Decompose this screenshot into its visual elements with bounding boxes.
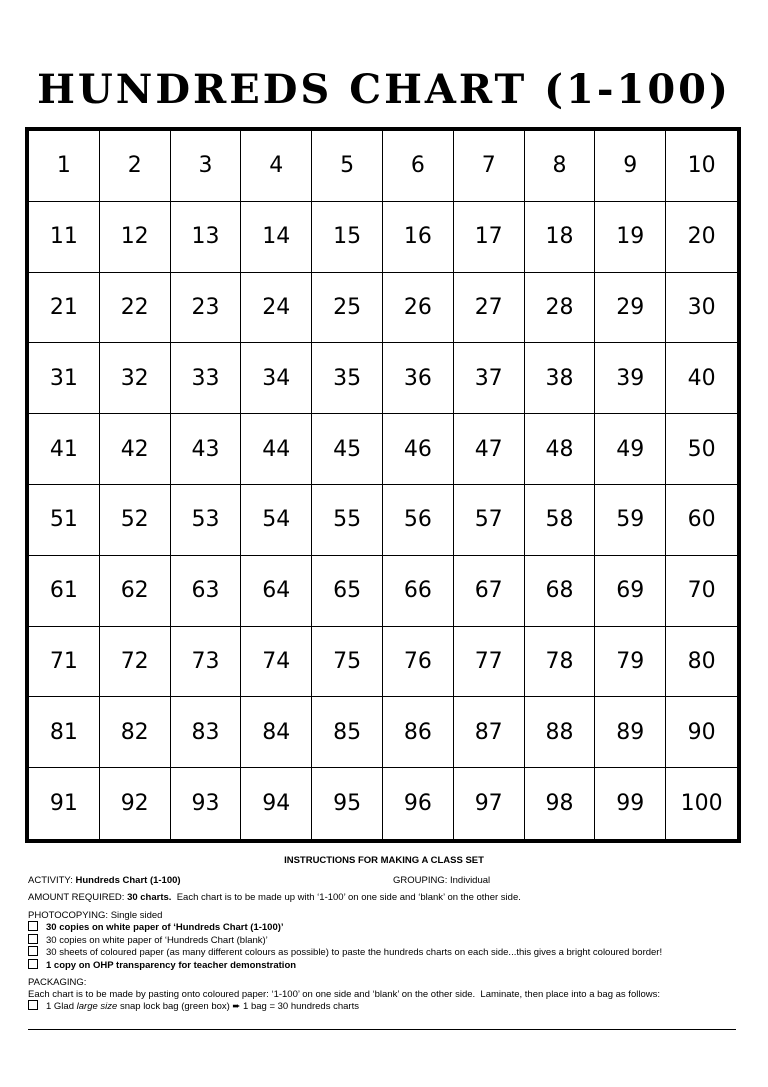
number-cell: 24 [241, 273, 312, 344]
number-cell: 8 [525, 131, 596, 202]
number-cell: 25 [312, 273, 383, 344]
checkbox-icon [28, 946, 38, 956]
number-cell: 83 [171, 697, 242, 768]
hundreds-chart [25, 127, 741, 843]
hundreds-grid [29, 131, 737, 839]
number-cell: 11 [29, 202, 100, 273]
number-cell: 85 [312, 697, 383, 768]
number-cell: 27 [454, 273, 525, 344]
number-cell: 63 [171, 556, 242, 627]
number-cell: 19 [595, 202, 666, 273]
number-cell: 62 [100, 556, 171, 627]
amount-value: 30 charts. [127, 892, 172, 903]
number-cell: 1 [29, 131, 100, 202]
number-cell: 48 [525, 414, 596, 485]
bag-item: 1 Glad large size snap lock bag (green box) ➨ 1 bag = 30 hundreds charts [28, 1000, 740, 1013]
number-cell: 79 [595, 627, 666, 698]
number-cell: 55 [312, 485, 383, 556]
number-cell: 32 [100, 343, 171, 414]
number-cell: 23 [171, 273, 242, 344]
number-cell: 50 [666, 414, 737, 485]
instructions-heading: INSTRUCTIONS FOR MAKING A CLASS SET [284, 855, 484, 866]
number-cell: 61 [29, 556, 100, 627]
number-cell: 64 [241, 556, 312, 627]
number-cell: 18 [525, 202, 596, 273]
number-cell: 65 [312, 556, 383, 627]
number-cell: 84 [241, 697, 312, 768]
photocopy-item: 30 copies on white paper of ‘Hundreds Chart (1-100)’ [28, 921, 740, 934]
number-cell: 60 [666, 485, 737, 556]
number-cell: 72 [100, 627, 171, 698]
checkbox-icon [28, 921, 38, 931]
number-cell: 94 [241, 768, 312, 839]
number-cell: 33 [171, 343, 242, 414]
number-cell: 42 [100, 414, 171, 485]
grouping-text: GROUPING: Individual [393, 874, 491, 886]
number-cell: 46 [383, 414, 454, 485]
number-cell: 95 [312, 768, 383, 839]
number-cell: 45 [312, 414, 383, 485]
number-cell: 73 [171, 627, 242, 698]
number-cell: 77 [454, 627, 525, 698]
number-cell: 56 [383, 485, 454, 556]
number-cell: 38 [525, 343, 596, 414]
number-cell: 44 [241, 414, 312, 485]
number-cell: 28 [525, 273, 596, 344]
number-cell: 90 [666, 697, 737, 768]
number-cell: 49 [595, 414, 666, 485]
number-cell: 17 [454, 202, 525, 273]
number-cell: 89 [595, 697, 666, 768]
number-cell: 30 [666, 273, 737, 344]
number-cell: 37 [454, 343, 525, 414]
number-cell: 97 [454, 768, 525, 839]
number-cell: 10 [666, 131, 737, 202]
number-cell: 14 [241, 202, 312, 273]
number-cell: 4 [241, 131, 312, 202]
packaging-label: PACKAGING: [28, 977, 87, 988]
activity-row [28, 875, 740, 887]
number-cell: 2 [100, 131, 171, 202]
number-cell: 88 [525, 697, 596, 768]
number-cell: 40 [666, 343, 737, 414]
number-cell: 43 [171, 414, 242, 485]
amount-rest: Each chart is to be made up with ‘1-100’ on one side and ‘blank’ on the other side. [171, 892, 521, 903]
number-cell: 74 [241, 627, 312, 698]
number-cell: 21 [29, 273, 100, 344]
number-cell: 7 [454, 131, 525, 202]
number-cell: 5 [312, 131, 383, 202]
number-cell: 80 [666, 627, 737, 698]
number-cell: 51 [29, 485, 100, 556]
number-cell: 6 [383, 131, 454, 202]
number-cell: 9 [595, 131, 666, 202]
number-cell: 26 [383, 273, 454, 344]
packaging-text: Each chart is to be made by pasting onto coloured paper: ‘1-100’ on one side and ‘blank’ on the other side. Laminate, then place into a bag as follows: [28, 988, 660, 1000]
number-cell: 41 [29, 414, 100, 485]
photocopy-item: 30 copies on white paper of ‘Hundreds Chart (blank)’ [28, 934, 740, 947]
number-cell: 99 [595, 768, 666, 839]
photocopy-item: 1 copy on OHP transparency for teacher demonstration [28, 959, 740, 972]
activity-label: ACTIVITY: [28, 874, 76, 886]
number-cell: 35 [312, 343, 383, 414]
number-cell: 20 [666, 202, 737, 273]
number-cell: 34 [241, 343, 312, 414]
number-cell: 39 [595, 343, 666, 414]
number-cell: 69 [595, 556, 666, 627]
checkbox-icon [28, 959, 38, 969]
number-cell: 71 [29, 627, 100, 698]
number-cell: 12 [100, 202, 171, 273]
number-cell: 91 [29, 768, 100, 839]
number-cell: 53 [171, 485, 242, 556]
number-cell: 29 [595, 273, 666, 344]
number-cell: 3 [171, 131, 242, 202]
number-cell: 16 [383, 202, 454, 273]
checkbox-icon [28, 1000, 38, 1010]
photocopy-item: 30 sheets of coloured paper (as many different colours as possible) to paste the hundreds charts on each side...this gives a bright coloured border! [28, 946, 740, 959]
number-cell: 54 [241, 485, 312, 556]
number-cell: 68 [525, 556, 596, 627]
footer-divider [28, 1029, 736, 1030]
number-cell: 67 [454, 556, 525, 627]
number-cell: 15 [312, 202, 383, 273]
number-cell: 70 [666, 556, 737, 627]
number-cell: 57 [454, 485, 525, 556]
amount-row [28, 892, 740, 904]
page-title: HUNDREDS CHART (1-100) [37, 66, 731, 113]
number-cell: 13 [171, 202, 242, 273]
number-cell: 87 [454, 697, 525, 768]
photocopying-label: PHOTOCOPYING: Single sided [28, 909, 163, 921]
number-cell: 81 [29, 697, 100, 768]
activity-value: Hundreds Chart (1-100) [75, 874, 181, 886]
checkbox-icon [28, 934, 38, 944]
number-cell: 98 [525, 768, 596, 839]
number-cell: 78 [525, 627, 596, 698]
number-cell: 31 [29, 343, 100, 414]
number-cell: 82 [100, 697, 171, 768]
number-cell: 22 [100, 273, 171, 344]
number-cell: 86 [383, 697, 454, 768]
number-cell: 59 [595, 485, 666, 556]
number-cell: 92 [100, 768, 171, 839]
number-cell: 52 [100, 485, 171, 556]
amount-label: AMOUNT REQUIRED: [28, 892, 128, 903]
instructions-section [28, 855, 740, 1013]
number-cell: 76 [383, 627, 454, 698]
number-cell: 96 [383, 768, 454, 839]
number-cell: 66 [383, 556, 454, 627]
number-cell: 58 [525, 485, 596, 556]
number-cell: 47 [454, 414, 525, 485]
number-cell: 75 [312, 627, 383, 698]
number-cell: 36 [383, 343, 454, 414]
number-cell: 93 [171, 768, 242, 839]
number-cell: 100 [680, 791, 723, 817]
